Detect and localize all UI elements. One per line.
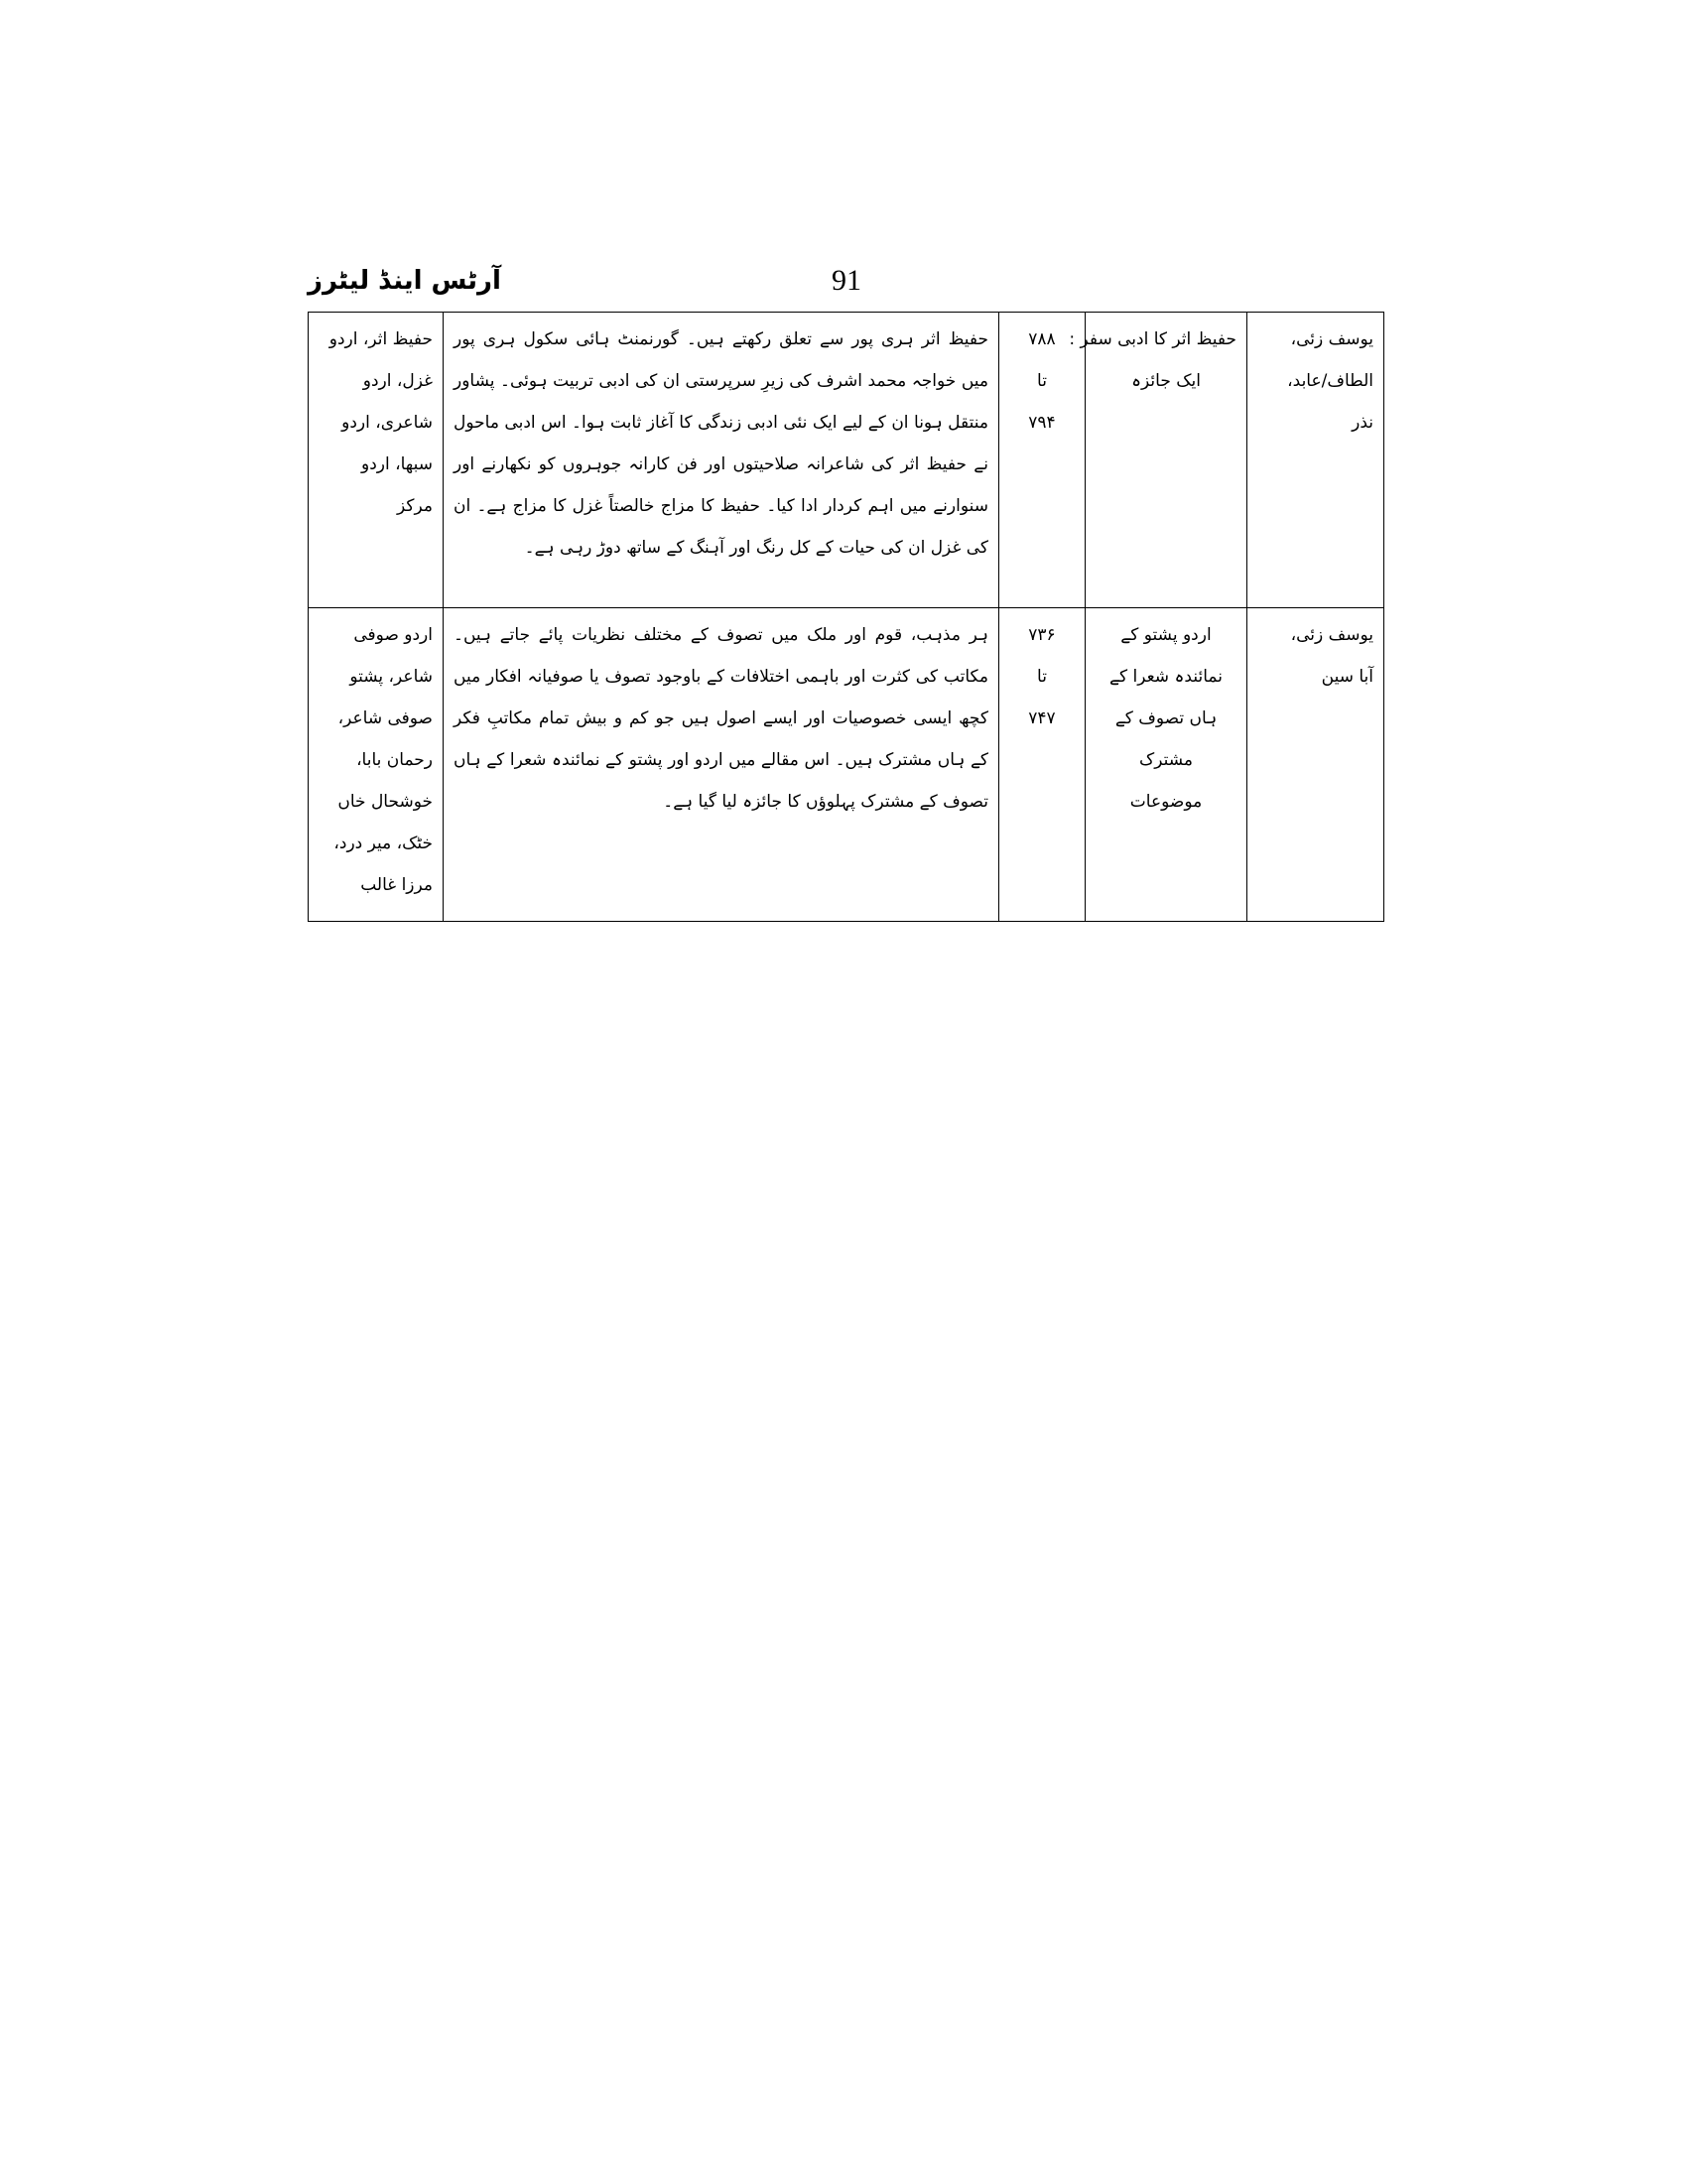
keyword-line: شاعری، اردو: [341, 413, 433, 433]
title-line: حفیظ اثر کا ادبی سفر :: [1069, 329, 1236, 349]
author-line: یوسف زئی،: [1290, 625, 1373, 645]
abstract-cell: [444, 608, 999, 922]
keyword-line: مرکز: [397, 496, 433, 516]
keywords-cell: [309, 313, 444, 608]
authors-cell: [1247, 608, 1384, 922]
keyword-line: خٹک، میر درد،: [333, 834, 433, 853]
keyword-line: سبھا، اردو: [361, 454, 433, 474]
abstract-text: حفیظ اثر ہری پور سے تعلق رکھتے ہیں۔ گورنمنٹ ہائی سکول ہری پور میں خواجہ محمد اشرف کی زیرِ سرپرستی ان کی ادبی تربیت ہوئی۔ پشاور منتقل ہونا ان کے لیے ایک نئی ادبی زندگی کا آغاز ثابت ہوا۔ اس ادبی ماحول نے حفیظ اثر کی شاعرانہ صلاحیتوں اور فن کارانہ جوہروں کو نکھارنے اور سنوارنے میں اہم کردار ادا کیا۔ حفیظ کا مزاج خالصتاً غزل کا مزاج ہے۔ ان کی غزل ان کی حیات کے کل رنگ اور آہنگ کے ساتھ دوڑ رہی ہے۔: [454, 329, 988, 558]
title-line: مشترک: [1139, 750, 1193, 770]
author-line: یوسف زئی،: [1290, 329, 1373, 349]
author-line: نذر: [1352, 413, 1373, 433]
keyword-line: رحمان بابا،: [356, 750, 433, 770]
page-start: ۷۳۶: [1028, 625, 1056, 645]
title-line: ہاں تصوف کے: [1114, 708, 1218, 728]
table-row: [309, 313, 1384, 608]
keyword-line: حفیظ اثر، اردو: [328, 329, 433, 349]
keyword-line: مرزا غالب: [360, 875, 433, 895]
authors-cell: [1247, 313, 1384, 608]
keyword-line: خوشحال خاں: [337, 792, 433, 812]
article-index-table: [308, 312, 1384, 922]
table-row: [309, 608, 1384, 922]
page-header: [308, 264, 1383, 308]
keyword-line: صوفی شاعر،: [337, 708, 433, 728]
title-line: ایک جائزہ: [1131, 371, 1201, 391]
abstract-cell: [444, 313, 999, 608]
author-line: الطاف/عابد،: [1287, 371, 1373, 391]
title-line: اردو پشتو کے: [1120, 625, 1212, 645]
title-line: موضوعات: [1129, 792, 1203, 812]
keyword-line: غزل، اردو: [362, 371, 433, 391]
keyword-line: اردو صوفی: [353, 625, 433, 645]
title-cell: [1069, 313, 1247, 608]
title-cell: [1086, 608, 1247, 922]
page-to: تا: [1037, 371, 1047, 391]
page-end: ۷۹۴: [1028, 413, 1056, 433]
pages-cell: [999, 608, 1086, 922]
page-to: تا: [1037, 667, 1047, 687]
page-end: ۷۴۷: [1028, 708, 1056, 728]
keyword-line: شاعر، پشتو: [349, 667, 433, 687]
author-line: آبا سین: [1321, 667, 1373, 687]
abstract-text: ہر مذہب، قوم اور ملک میں تصوف کے مختلف نظریات پائے جاتے ہیں۔ مکاتب کی کثرت اور باہمی اختلافات کے باوجود تصوف یا صوفیانہ افکار میں کچھ ایسی خصوصیات اور ایسے اصول ہیں جو کم و بیش تمام مکاتبِ فکر کے ہاں مشترک ہیں۔ اس مقالے میں اردو اور پشتو کے نمائندہ شعرا کے ہاں تصوف کے مشترک پہلوؤں کا جائزہ لیا گیا ہے۔: [454, 625, 988, 812]
page-number: 91: [832, 264, 861, 297]
journal-title: آرٹس اینڈ لیٹرز: [308, 266, 501, 296]
title-line: نمائندہ شعرا کے: [1109, 667, 1223, 687]
keywords-cell: [309, 608, 444, 922]
page-start: ۷۸۸: [1028, 329, 1056, 349]
